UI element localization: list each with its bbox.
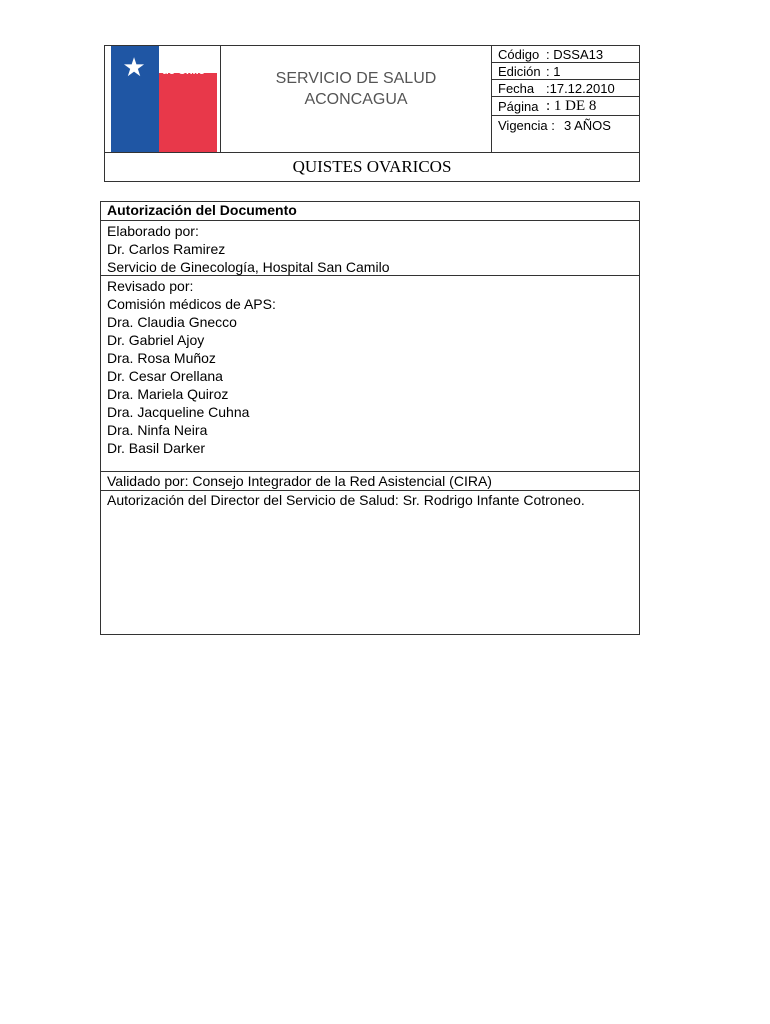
meta-pagina: Página : 1 DE 8	[492, 97, 640, 116]
authorization-title: Autorización del Documento	[101, 202, 639, 221]
elaborado-section: Elaborado por: Dr. Carlos Ramirez Servicio de Ginecología, Hospital San Camilo	[101, 221, 639, 276]
document-title: QUISTES OVARICOS	[292, 157, 452, 176]
meta-codigo: Código : DSSA13	[492, 46, 640, 63]
meta-edicion: Edición : 1	[492, 63, 640, 80]
document-header	[104, 45, 640, 182]
service-name: SERVICIO DE SALUD ACONCAGUA	[275, 70, 437, 108]
document-metadata	[492, 46, 640, 135]
revisado-section: Revisado por: Comisión médicos de APS: Dra. Claudia Gnecco Dr. Gabriel Ajoy Dra. Rosa Muñoz Dr. Cesar Orellana Dra. Mariela Quiroz Dra. Jacqueline Cuhna Dra. Ninfa Neira Dr. Basil Darker	[101, 276, 639, 472]
meta-vigencia: Vigencia : 3 AÑOS	[498, 118, 611, 133]
authorization-table	[100, 201, 640, 635]
logo-text: Gobierno de Chile	[162, 53, 211, 77]
validado-section: Validado por: Consejo Integrador de la Red Asistencial (CIRA)	[101, 472, 639, 491]
coat-of-arms-icon: ★	[122, 52, 146, 82]
director-section: Autorización del Director del Servicio de Salud: Sr. Rodrigo Infante Cotroneo.	[107, 492, 585, 508]
gobierno-de-chile-logo	[111, 46, 217, 152]
meta-fecha: Fecha :17.12.2010	[492, 80, 640, 97]
